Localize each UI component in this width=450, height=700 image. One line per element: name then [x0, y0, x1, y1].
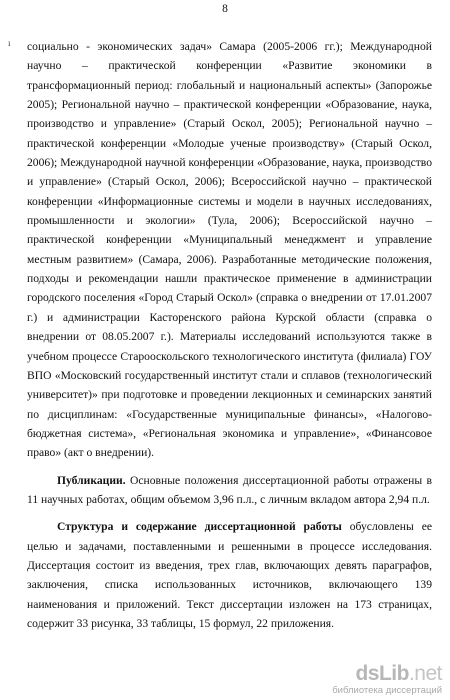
page-number: 8	[222, 3, 228, 15]
margin-mark: ı	[8, 38, 11, 48]
paragraph-gap	[27, 463, 432, 471]
publications-heading: Публикации.	[57, 473, 126, 487]
dslib-watermark	[322, 662, 442, 696]
watermark-logo	[355, 662, 442, 686]
watermark-logo-main: dsLib	[355, 662, 409, 685]
body-text	[27, 37, 432, 633]
paragraph-continuation: социально - экономических задач» Самара (2005-2006 гг.); Международной научно – практической конференции «Развитие экономики в трансформационный период: глобальный и национальный аспекты» (Запорожье 2005); Региональной научно – практической конференции «Образование, наука, производство и управление» (Старый Оскол, 2005); Региональной научно – практической конференции «Молодые ученые производству» (Старый Оскол, 2006); Международной научной конференции «Образование, наука, производство и управление» (Старый Оскол, 2006); Всероссийской научно – практической конференции «Информационные системы и модели в научных исследованиях, промышленности и экологии» (Тула, 2006); Всероссийской научно – практической конференции «Муниципальный менеджмент и управление местным развитием» (Самара, 2006). Разработанные методические положения, подходы и рекомендации нашли практическое применение в администрации городского поселения «Город Старый Оскол» (справка о внедрении от 17.01.2007 г.) и администрации Касторенского района Курской области (справка о внедрении от 08.05.2007 г.). Материалы исследований используются также в учебном процессе Старооскольского технологического института (филиала) ГОУ ВПО «Московский государственный институт стали и сплавов (технологический университет)» при подготовке и проведении лекционных и семинарских занятий по дисциплинам: «Государственные муниципальные финансы», «Налогово-бюджетная система», «Региональная экономика и управление», «Финансовое право» (акт о внедрении).	[27, 40, 432, 460]
paragraph-gap	[27, 509, 432, 517]
watermark-subtitle: библиотека диссертаций	[332, 685, 442, 696]
paragraph-publications	[27, 471, 432, 510]
watermark-logo-suffix: .net	[408, 662, 442, 685]
structure-text: обусловлены ее целью и задачами, поставленными и решенными в процессе исследования. Диссертация состоит из введения, трех глав, включающих девять параграфов, заключения, списка использованных источников, включающего 139 наименования и приложений. Текст диссертации изложен на 173 страницах, содержит 33 рисунка, 33 таблицы, 15 формул, 22 приложения.	[27, 520, 432, 630]
paragraph-structure	[27, 517, 432, 633]
publications-text: Основные положения диссертационной работы отражены в 11 научных работах, общим объемом 3,96 п.л., с личным вкладом автора 2,94 п.л.	[27, 473, 432, 506]
structure-heading: Структура и содержание диссертационной работы	[57, 520, 342, 534]
